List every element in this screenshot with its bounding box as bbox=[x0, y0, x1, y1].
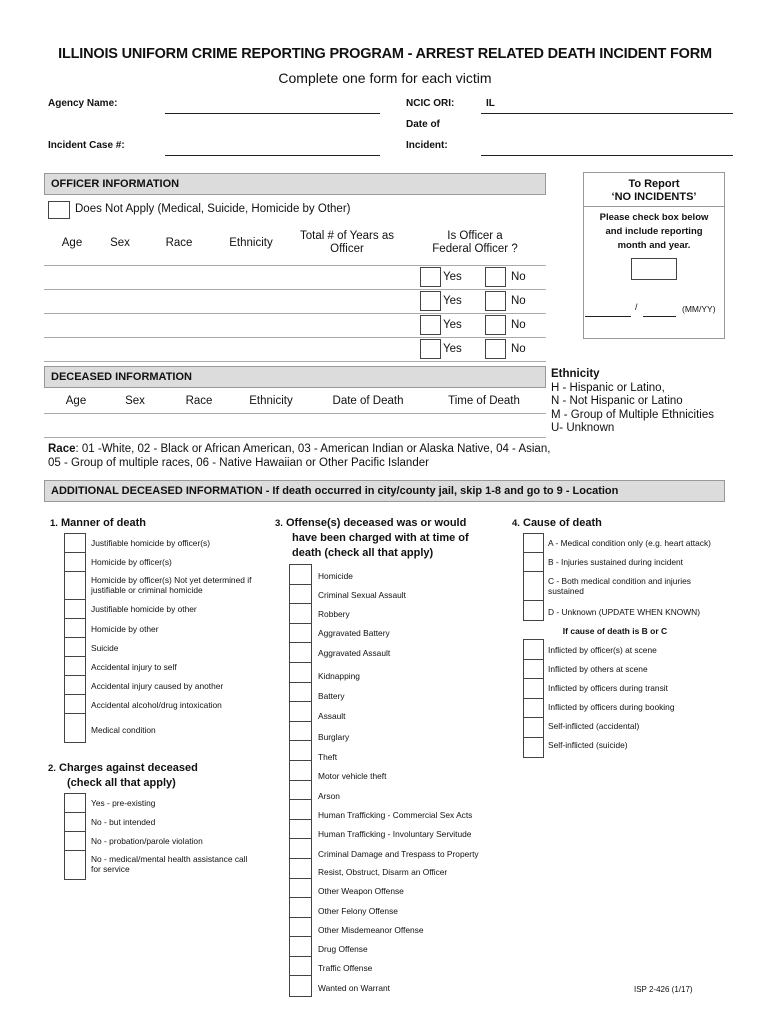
offense-checkbox[interactable] bbox=[290, 585, 311, 605]
officer2-no-checkbox[interactable] bbox=[485, 291, 506, 311]
agency-name-label: Agency Name: bbox=[48, 98, 118, 109]
incident-case-label: Incident Case #: bbox=[48, 140, 125, 151]
deceased-information-bar bbox=[44, 366, 546, 388]
charges-option: No - probation/parole violation bbox=[91, 836, 203, 846]
manner-option: Homicide by officer(s) Not yet determined if justifiable or criminal homicide bbox=[91, 575, 252, 595]
charges-option: Yes - pre-existing bbox=[91, 798, 156, 808]
manner-checkbox[interactable] bbox=[65, 553, 85, 572]
officer3-yes-checkbox[interactable] bbox=[420, 315, 441, 335]
officer4-no-label: No bbox=[511, 343, 526, 355]
officer-years-header-line2: Officer bbox=[330, 243, 364, 255]
offense-checkbox[interactable] bbox=[290, 898, 311, 918]
offense-heading bbox=[275, 516, 469, 561]
offense-checkbox[interactable] bbox=[290, 604, 311, 624]
offense-option: Criminal Sexual Assault bbox=[318, 590, 406, 600]
no-incidents-divider bbox=[583, 206, 725, 207]
officer3-yes-label: Yes bbox=[443, 319, 462, 331]
offense-checkbox[interactable] bbox=[290, 663, 311, 683]
cause-sub-option: Inflicted by officer(s) at scene bbox=[548, 645, 657, 655]
manner-number: 1. bbox=[50, 518, 58, 529]
manner-title: Manner of death bbox=[61, 517, 146, 529]
ethnicity-legend-item: U- Unknown bbox=[551, 422, 615, 434]
offense-option: Human Trafficking - Commercial Sex Acts bbox=[318, 810, 473, 820]
offense-option: Other Weapon Offense bbox=[318, 886, 404, 896]
offense-checkbox[interactable] bbox=[290, 859, 311, 879]
date-of-incident-field[interactable] bbox=[481, 155, 733, 156]
charges-title-line2: (check all that apply) bbox=[67, 777, 176, 789]
no-incidents-instructions bbox=[583, 211, 725, 253]
additional-deceased-information-bar bbox=[44, 480, 725, 502]
cause-sub-option: Self-inflicted (accidental) bbox=[548, 721, 640, 731]
manner-checkbox[interactable] bbox=[65, 695, 85, 714]
deceased-age-header: Age bbox=[65, 395, 87, 407]
offense-option: Traffic Offense bbox=[318, 963, 373, 973]
cause-sub-checkbox-column bbox=[523, 639, 544, 758]
form-subtitle: Complete one form for each victim bbox=[278, 70, 492, 86]
charges-checkbox-column bbox=[64, 793, 86, 880]
form-id: ISP 2-426 (1/17) bbox=[634, 985, 693, 994]
cause-sub-checkbox[interactable] bbox=[524, 679, 543, 699]
deceased-row-divider bbox=[44, 413, 546, 414]
cause-sub-checkbox[interactable] bbox=[524, 718, 543, 738]
officer-row-divider bbox=[44, 289, 546, 290]
officer-age-header: Age bbox=[61, 237, 83, 249]
cause-option: B - Injuries sustained during incident bbox=[548, 557, 684, 567]
officer2-yes-checkbox[interactable] bbox=[420, 291, 441, 311]
deceased-sex-header: Sex bbox=[125, 395, 145, 407]
time-of-death-header: Time of Death bbox=[448, 395, 520, 407]
date-of-label: Date of bbox=[406, 119, 440, 130]
incident-case-field[interactable] bbox=[165, 155, 380, 156]
deceased-race-header: Race bbox=[185, 395, 213, 407]
race-legend-label: Race bbox=[48, 443, 76, 455]
manner-checkbox[interactable] bbox=[65, 657, 85, 676]
officer2-no-label: No bbox=[511, 295, 526, 307]
offense-option: Human Trafficking - Involuntary Servitude bbox=[318, 829, 472, 839]
officer4-yes-label: Yes bbox=[443, 343, 462, 355]
offense-checkbox[interactable] bbox=[290, 741, 311, 761]
charges-option: No - but intended bbox=[91, 817, 156, 827]
offense-option: Theft bbox=[318, 752, 338, 762]
offense-checkbox[interactable] bbox=[290, 839, 311, 859]
offense-option: Arson bbox=[318, 791, 340, 801]
ncic-ori-label: NCIC ORI: bbox=[406, 98, 455, 109]
officer-race-header: Race bbox=[165, 237, 193, 249]
charges-heading bbox=[48, 761, 198, 791]
offense-option: Assault bbox=[318, 711, 346, 721]
federal-officer-header-line1: Is Officer a bbox=[447, 230, 503, 242]
charges-number: 2. bbox=[48, 763, 56, 774]
incident-label: Incident: bbox=[406, 140, 448, 151]
date-of-death-header: Date of Death bbox=[332, 395, 404, 407]
race-legend-line2: 05 - Group of multiple races, 06 - Native Hawaiian or Other Pacific Islander bbox=[48, 457, 429, 469]
manner-option: Justifiable homicide by other bbox=[91, 604, 197, 614]
report-month-field[interactable] bbox=[585, 316, 631, 317]
offense-checkbox-column bbox=[289, 564, 312, 997]
cause-sub-option: Inflicted by officers during booking bbox=[548, 702, 675, 712]
report-date-format: (MM/YY) bbox=[682, 304, 716, 314]
cause-checkbox[interactable] bbox=[524, 534, 543, 553]
offense-checkbox[interactable] bbox=[290, 879, 311, 899]
charges-checkbox[interactable] bbox=[65, 794, 85, 813]
offense-option: Robbery bbox=[318, 609, 350, 619]
officer-sex-header: Sex bbox=[110, 237, 130, 249]
form-title: ILLINOIS UNIFORM CRIME REPORTING PROGRAM - ARREST RELATED DEATH INCIDENT FORM bbox=[58, 46, 712, 62]
charges-title-line1: Charges against deceased bbox=[59, 762, 198, 774]
officer1-no-checkbox[interactable] bbox=[485, 267, 506, 287]
offense-option: Burglary bbox=[318, 732, 350, 742]
manner-option: Justifiable homicide by officer(s) bbox=[91, 538, 211, 548]
ethnicity-legend-title: Ethnicity bbox=[551, 368, 600, 380]
manner-option: Accidental injury caused by another bbox=[91, 681, 224, 691]
officer-ethnicity-header: Ethnicity bbox=[229, 237, 273, 249]
offense-checkbox[interactable] bbox=[290, 820, 311, 840]
cause-checkbox-column bbox=[523, 533, 544, 621]
officer1-no-label: No bbox=[511, 271, 526, 283]
cause-sub-checkbox[interactable] bbox=[524, 640, 543, 660]
manner-checkbox[interactable] bbox=[65, 600, 85, 619]
offense-checkbox[interactable] bbox=[290, 565, 311, 585]
officer-row-divider bbox=[44, 265, 546, 266]
offense-option: Wanted on Warrant bbox=[318, 983, 390, 993]
cause-sub-heading: If cause of death is B or C bbox=[562, 626, 668, 636]
officer3-no-checkbox[interactable] bbox=[485, 315, 506, 335]
offense-checkbox[interactable] bbox=[290, 918, 311, 938]
offense-number: 3. bbox=[275, 518, 283, 529]
offense-checkbox[interactable] bbox=[290, 683, 311, 703]
federal-officer-header-line2: Federal Officer ? bbox=[432, 243, 518, 255]
offense-option: Aggravated Assault bbox=[318, 648, 391, 658]
race-legend bbox=[48, 442, 550, 470]
offense-title-line2: have been charged with at time of bbox=[292, 532, 469, 544]
cause-sub-option: Inflicted by officers during transit bbox=[548, 683, 668, 693]
manner-option: Accidental injury to self bbox=[91, 662, 177, 672]
officer-row-divider bbox=[44, 337, 546, 338]
officer1-yes-label: Yes bbox=[443, 271, 462, 283]
offense-option: Resist, Obstruct, Disarm an Officer bbox=[318, 867, 448, 877]
no-incidents-text2: and include reporting bbox=[605, 226, 703, 237]
offense-option: Kidnapping bbox=[318, 671, 360, 681]
offense-checkbox[interactable] bbox=[290, 722, 311, 742]
offense-checkbox[interactable] bbox=[290, 937, 311, 957]
cause-sub-checkbox[interactable] bbox=[524, 699, 543, 719]
officer-information-bar bbox=[44, 173, 546, 195]
officer4-yes-checkbox[interactable] bbox=[420, 339, 441, 359]
manner-checkbox[interactable] bbox=[65, 638, 85, 657]
no-incidents-title bbox=[583, 178, 725, 204]
manner-option: Accidental alcohol/drug intoxication bbox=[91, 700, 222, 710]
charges-checkbox[interactable] bbox=[65, 813, 85, 832]
offense-checkbox[interactable] bbox=[290, 643, 311, 663]
offense-option: Motor vehicle theft bbox=[318, 771, 387, 781]
no-incidents-text3: month and year. bbox=[617, 240, 691, 251]
officer-years-header-line1: Total # of Years as bbox=[300, 230, 394, 242]
offense-option: Battery bbox=[318, 691, 345, 701]
manner-checkbox[interactable] bbox=[65, 714, 85, 742]
cause-of-death-heading bbox=[512, 516, 602, 531]
no-incidents-checkbox[interactable] bbox=[631, 258, 677, 280]
manner-option: Medical condition bbox=[91, 725, 156, 735]
charges-checkbox[interactable] bbox=[65, 832, 85, 851]
cause-sub-checkbox[interactable] bbox=[524, 660, 543, 680]
no-incidents-title-line2: ‘NO INCIDENTS’ bbox=[611, 191, 697, 203]
manner-checkbox[interactable] bbox=[65, 619, 85, 638]
offense-checkbox[interactable] bbox=[290, 761, 311, 781]
cause-number: 4. bbox=[512, 518, 520, 529]
ethnicity-legend-item: H - Hispanic or Latino, bbox=[551, 381, 665, 394]
officer-information-title: OFFICER INFORMATION bbox=[51, 178, 180, 190]
offense-checkbox[interactable] bbox=[290, 702, 311, 722]
offense-title-line1: Offense(s) deceased was or would bbox=[286, 517, 467, 529]
manner-checkbox[interactable] bbox=[65, 534, 85, 553]
deceased-information-title: DECEASED INFORMATION bbox=[51, 371, 192, 383]
report-date-slash: / bbox=[635, 302, 638, 312]
cause-option: A - Medical condition only (e.g. heart attack) bbox=[548, 538, 711, 548]
manner-option: Homicide by other bbox=[91, 624, 159, 634]
deceased-ethnicity-header: Ethnicity bbox=[249, 395, 293, 407]
ncic-ori-field[interactable] bbox=[481, 113, 733, 114]
does-not-apply-checkbox[interactable] bbox=[48, 201, 70, 219]
offense-checkbox[interactable] bbox=[290, 781, 311, 801]
officer2-yes-label: Yes bbox=[443, 295, 462, 307]
ethnicity-legend-item: M - Group of Multiple Ethnicities bbox=[551, 408, 714, 421]
cause-checkbox[interactable] bbox=[524, 553, 543, 572]
cause-checkbox[interactable] bbox=[524, 572, 543, 601]
officer-years-header bbox=[292, 230, 402, 256]
ethnicity-legend bbox=[551, 368, 714, 436]
cause-option: C - Both medical condition and injuries sustained bbox=[548, 576, 691, 596]
report-year-field[interactable] bbox=[643, 316, 676, 317]
manner-checkbox[interactable] bbox=[65, 676, 85, 695]
deceased-row-divider bbox=[44, 437, 546, 438]
cause-option: D - Unknown (UPDATE WHEN KNOWN) bbox=[548, 607, 701, 617]
offense-title-line3: death (check all that apply) bbox=[292, 547, 434, 559]
offense-checkbox[interactable] bbox=[290, 957, 311, 977]
race-legend-line1: : 01 -White, 02 - Black or African American, 03 - American Indian or Alaska Native, 04 - Asian, bbox=[75, 443, 551, 455]
charges-checkbox[interactable] bbox=[65, 851, 85, 879]
offense-option: Homicide bbox=[318, 571, 353, 581]
offense-checkbox[interactable] bbox=[290, 800, 311, 820]
offense-option: Other Felony Offense bbox=[318, 906, 398, 916]
manner-of-death-heading bbox=[50, 516, 146, 531]
charges-option: No - medical/mental health assistance call for service bbox=[91, 854, 248, 874]
officer3-no-label: No bbox=[511, 319, 526, 331]
officer1-yes-checkbox[interactable] bbox=[420, 267, 441, 287]
cause-sub-option: Self-inflicted (suicide) bbox=[548, 740, 628, 750]
ncic-ori-value: IL bbox=[486, 98, 495, 109]
ethnicity-legend-item: N - Not Hispanic or Latino bbox=[551, 395, 683, 407]
cause-title: Cause of death bbox=[523, 517, 602, 529]
cause-checkbox[interactable] bbox=[524, 601, 543, 620]
does-not-apply-label: Does Not Apply (Medical, Suicide, Homicide by Other) bbox=[75, 203, 351, 215]
offense-option: Other Misdemeanor Offense bbox=[318, 925, 424, 935]
agency-name-field[interactable] bbox=[165, 113, 380, 114]
manner-option: Homicide by officer(s) bbox=[91, 557, 172, 567]
no-incidents-text1: Please check box below bbox=[599, 212, 709, 223]
no-incidents-title-line1: To Report bbox=[628, 178, 680, 190]
offense-checkbox[interactable] bbox=[290, 624, 311, 644]
manner-option: Suicide bbox=[91, 643, 119, 653]
offense-option: Criminal Damage and Trespass to Property bbox=[318, 849, 479, 859]
cause-sub-option: Inflicted by others at scene bbox=[548, 664, 648, 674]
federal-officer-header bbox=[420, 230, 530, 256]
additional-title-rest: - If death occurred in city/county jail, skip 1-8 and go to 9 - Location bbox=[262, 485, 619, 497]
manner-checkbox[interactable] bbox=[65, 572, 85, 600]
offense-checkbox[interactable] bbox=[290, 976, 311, 996]
manner-checkbox-column bbox=[64, 533, 86, 743]
offense-option: Aggravated Battery bbox=[318, 628, 390, 638]
officer-row-divider bbox=[44, 313, 546, 314]
officer-row-divider bbox=[44, 361, 546, 362]
officer4-no-checkbox[interactable] bbox=[485, 339, 506, 359]
offense-option: Drug Offense bbox=[318, 944, 368, 954]
cause-sub-checkbox[interactable] bbox=[524, 738, 543, 758]
additional-title-bold: ADDITIONAL DECEASED INFORMATION bbox=[51, 485, 263, 497]
